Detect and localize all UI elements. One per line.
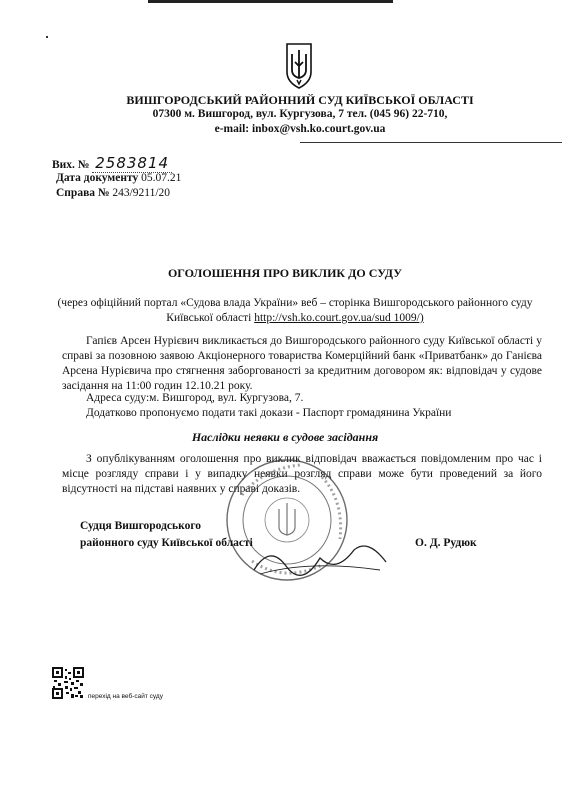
summons-paragraph: Гапієв Арсен Нурієвич викликається до Вишгородського районного суду Київської області у справі за позовною заявою Акціонерного товариства Комерційний банк «Приватбанк» до Ганієва Арсена Нурієвича про стягнення заборгованості за кредитним договором як: відповідач у судове засідання на 11:00 годин 12.10.21 року. bbox=[62, 335, 542, 392]
court-name: ВИШГОРОДСЬКИЙ РАЙОННИЙ СУД КИЇВСЬКОЇ ОБЛАСТІ bbox=[126, 93, 474, 107]
qr-label: перехід на веб-сайт суду bbox=[88, 693, 163, 700]
portal-text: (через офіційний портал «Судова влада України» веб – сторінка Вишгородського районного суду Київської області bbox=[57, 297, 533, 324]
header-divider bbox=[300, 142, 562, 143]
court-address-line: Адреса суду:м. Вишгород, вул. Кургузова, 7. bbox=[86, 392, 304, 404]
summons-body bbox=[62, 334, 542, 394]
judge-signature-scribble bbox=[250, 540, 390, 580]
signature-title-line1: Судця Вишгородського bbox=[80, 520, 202, 532]
document-date-label: Дата документу bbox=[56, 172, 139, 184]
portal-url[interactable]: http://vsh.ko.court.gov.ua/sud 1009/) bbox=[254, 312, 424, 324]
outgoing-number-value: 2583814 bbox=[92, 154, 172, 173]
case-number-value: 243/9211/20 bbox=[112, 187, 171, 199]
signature-title-line2: районного суду Київської області bbox=[80, 537, 253, 549]
portal-note bbox=[40, 296, 550, 326]
top-scan-edge bbox=[148, 0, 393, 3]
outgoing-number-label: Вих. № bbox=[52, 159, 90, 171]
qr-code-icon[interactable] bbox=[52, 667, 84, 699]
evidence-line: Додатково пропонуємо подати такі докази - Паспорт громадянина України bbox=[86, 407, 452, 419]
trident-emblem-icon bbox=[283, 42, 315, 90]
case-number bbox=[56, 187, 170, 199]
court-address: 07300 м. Вишгород, вул. Кургузова, 7 тел. (045 96) 22-710, bbox=[152, 108, 448, 120]
document-title: ОГОЛОШЕННЯ ПРО ВИКЛИК ДО СУДУ bbox=[167, 266, 403, 280]
document-date-value: 05.07.21 bbox=[141, 172, 182, 184]
court-email: e-mail: inbox@vsh.ko.court.gov.ua bbox=[214, 123, 386, 135]
outgoing-number bbox=[52, 154, 172, 172]
consequences-text: З опублікуванням оголошення про виклик відповідач вважається повідомленим про час і місце розгляду справи і у випадку неявки розгляд справи може бути проведений за його відсутності на підставі наявних у справі доказів. bbox=[62, 453, 542, 495]
document-date bbox=[56, 172, 181, 184]
scan-speck bbox=[46, 36, 48, 38]
consequences-heading: Наслідки неявки в судове засідання bbox=[191, 430, 379, 444]
judge-name: О. Д. Рудюк bbox=[415, 537, 477, 549]
case-number-label: Справа № bbox=[56, 187, 110, 199]
